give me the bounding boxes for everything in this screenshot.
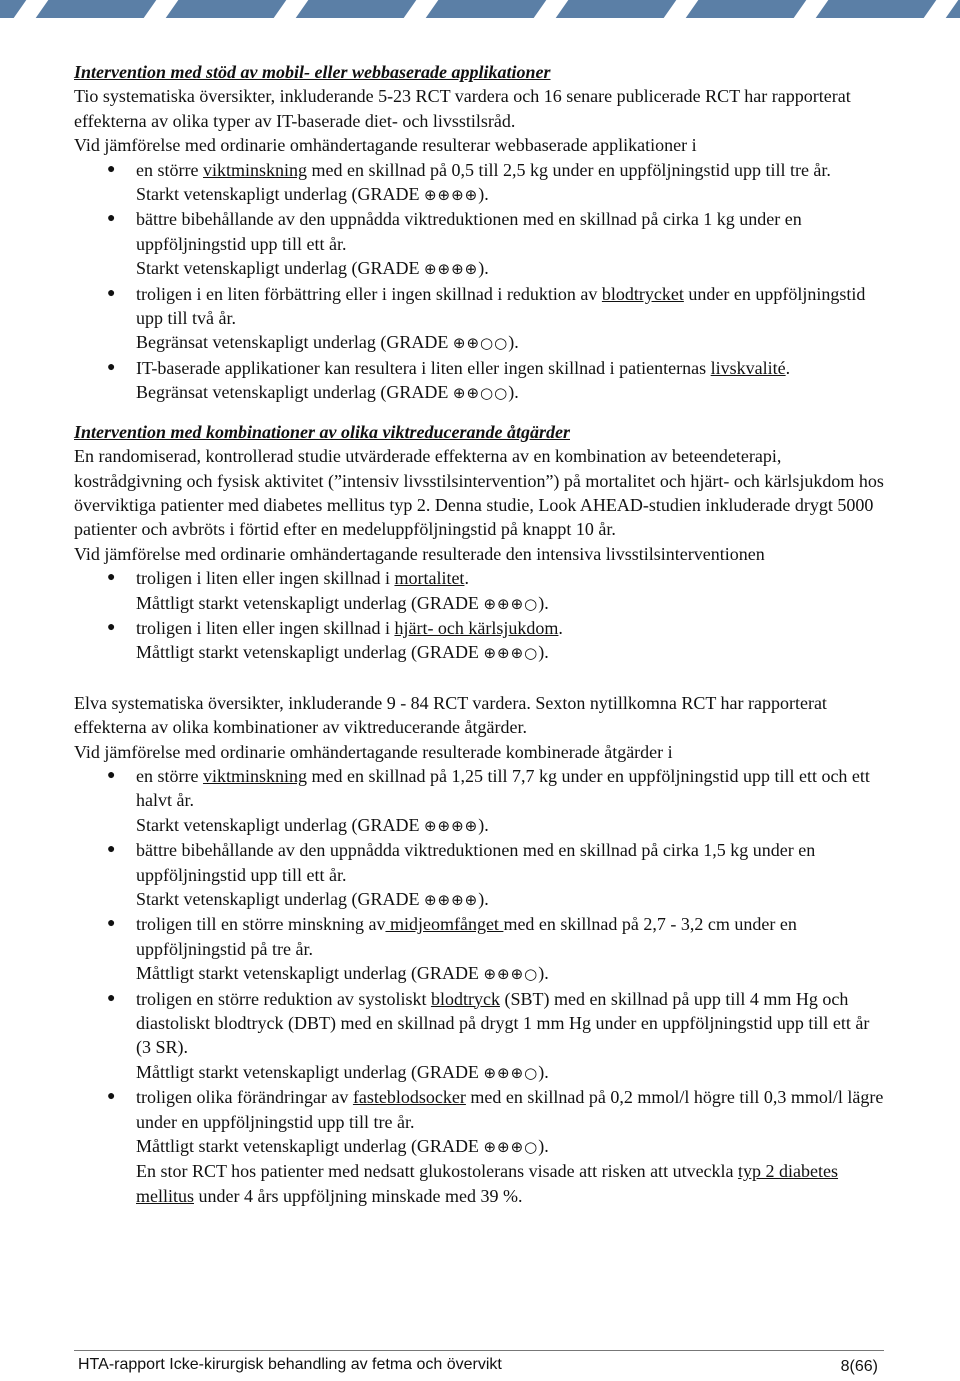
grade-label: Begränsat vetenskapligt underlag (GRADE (136, 382, 453, 403)
section-heading-web-apps: Intervention med stöd av mobil- eller webbaserade applikationer (74, 62, 551, 82)
term-link[interactable]: typ 2 diabetes mellitus (136, 1161, 839, 1206)
grade-label: Starkt vetenskapligt underlag (GRADE (136, 889, 424, 909)
bullet-icon: ● (107, 990, 116, 1006)
grade-symbols: ⊕⊕⊕○ (483, 1063, 539, 1082)
footer-report-title: HTA-rapport Icke-kirurgisk behandling av fetma och övervikt (78, 1356, 502, 1373)
list-item: ● troligen i liten eller ingen skillnad i hjärt- och kärlsjukdom. Måttligt starkt vetenskapligt underlag (GRADE ⊕⊕⊕○). (107, 617, 563, 663)
bullet-icon: ● (107, 285, 116, 301)
term-link[interactable]: hjärt- och kärlsjukdom (394, 617, 559, 638)
grade-symbols: ⊕⊕○○ (452, 384, 509, 403)
term-link[interactable]: mortalitet (394, 568, 465, 589)
list-item: ● en större viktminskning med en skillnad på 1,25 till 7,7 kg under en uppföljningstid upp till ett och ett halvt år. Starkt vetenskapligt underlag (GRADE ⊕⊕⊕⊕). (107, 765, 870, 835)
grade-label: Måttligt starkt vetenskapligt underlag (GRADE (136, 642, 484, 663)
bullet-icon: ● (107, 211, 116, 227)
list-item: ● bättre bibehållande av den uppnådda viktreduktionen med en skillnad på cirka 1,5 kg under en uppföljningstid upp till ett år. Starkt vetenskapligt underlag (GRADE ⊕⊕⊕⊕). (107, 840, 816, 909)
bullet-icon: ● (107, 1089, 116, 1105)
grade-label: Starkt vetenskapligt underlag (GRADE (136, 258, 424, 279)
grade-symbols: ⊕⊕⊕⊕ (423, 260, 479, 279)
list-item: ● bättre bibehållande av den uppnådda viktreduktionen med en skillnad på cirka 1 kg under en uppföljningstid upp till ett år. Starkt vetenskapligt underlag (GRADE ⊕⊕⊕⊕). (107, 209, 802, 279)
grade-symbols: ⊕⊕⊕○ (483, 644, 539, 663)
bullet-icon: ● (107, 767, 116, 783)
grade-symbols: ⊕⊕⊕⊕ (423, 816, 479, 835)
term-link[interactable]: fasteblodsocker (352, 1087, 466, 1108)
grade-symbols: ⊕⊕⊕○ (483, 1138, 539, 1157)
list-item: ● troligen till en större minskning av midjeomfånget med en skillnad på 2,7 - 3,2 cm under en uppföljningstid på tre år. Måttligt starkt vetenskapligt underlag (GRADE ⊕⊕⊕○). (107, 914, 797, 984)
grade-label: Begränsat vetenskapligt underlag (GRADE (136, 332, 453, 353)
list-item: ● IT-baserade applikationer kan resultera i liten eller ingen skillnad i patienternas livskvalité. Begränsat vetenskapligt underlag (GRADE ⊕⊕○○). (107, 357, 791, 403)
grade-symbols: ⊕⊕⊕⊕ (423, 186, 479, 205)
list-item: ● troligen i en liten förbättring eller i ingen skillnad i reduktion av blodtrycket under en uppföljningstid upp till två år. Begränsat vetenskapligt underlag (GRADE ⊕⊕○○). (107, 283, 866, 353)
bullet-icon: ● (107, 570, 116, 586)
grade-symbols: ⊕⊕○○ (452, 334, 509, 353)
paragraph: Elva systematiska översikter, inkluderande 9 - 84 RCT vardera. Sexton nytillkomna RCT har rapporterat effekterna av olika kombinationer av viktreducerande åtgärder. (74, 692, 827, 738)
bullet-icon: ● (107, 161, 116, 177)
bullet-icon: ● (107, 916, 116, 932)
term-link[interactable]: midjeomfånget (385, 914, 504, 935)
section-heading-combinations: Intervention med kombinationer av olika viktreducerande åtgärder (74, 421, 570, 442)
bullet-list (74, 158, 884, 406)
bullet-list (74, 764, 884, 1208)
grade-label: Måttligt starkt vetenskapligt underlag (GRADE (136, 1136, 484, 1157)
top-decorative-bar (0, 0, 960, 18)
grade-symbols: ⊕⊕⊕○ (483, 965, 539, 984)
bullet-icon: ● (107, 359, 116, 375)
bullet-icon: ● (107, 619, 116, 635)
term-link[interactable]: livskvalité (710, 357, 786, 378)
bullet-list (74, 566, 884, 666)
grade-symbols: ⊕⊕⊕○ (483, 594, 539, 613)
grade-label: Måttligt starkt vetenskapligt underlag (GRADE (136, 1061, 484, 1082)
grade-symbols: ⊕⊕⊕⊕ (423, 891, 479, 909)
list-item: ● troligen olika förändringar av fasteblodsocker med en skillnad på 0,2 mmol/l högre till 0,3 mmol/l lägre under en uppföljningstid upp till tre år. Måttligt starkt vetenskapligt underlag (GRADE ⊕⊕⊕○). En stor RCT hos patienter med nedsatt glukostolerans visade att risken att utveckla typ 2 diabetes mellitus under 4 års uppföljning minskade med 39 %. (107, 1087, 884, 1206)
paragraph: Vid jämförelse med ordinarie omhändertagande resulterade den intensiva livsstilsinterventionen (74, 543, 765, 564)
paragraph: En randomiserad, kontrollerad studie utvärderade effekterna av en kombination av beteendeterapi, kostrådgivning och fysisk aktivitet (”intensiv livsstilsintervention”) på mortalitet och hjärt- och kärlsjukdom hos överviktiga patienter med diabetes mellitus typ 2. Denna studie, Look AHEAD-studien inkluderade drygt 5000 patienter och avbröts i förtid efter en medeluppföljningstid på knappt 10 år. (74, 446, 884, 540)
grade-label: Måttligt starkt vetenskapligt underlag (GRADE (136, 963, 484, 984)
grade-label: Starkt vetenskapligt underlag (GRADE (136, 184, 424, 205)
page-content (74, 60, 884, 1208)
footer-page-number: 8(66) (840, 1358, 878, 1375)
term-link[interactable]: blodtrycket (601, 283, 684, 304)
term-link[interactable]: viktminskning (202, 159, 307, 180)
list-item: ● troligen en större reduktion av systoliskt blodtryck (SBT) med en skillnad på upp till 4 mm Hg och diastoliskt blodtryck (DBT) med en skillnad på drygt 1 mm Hg under en uppföljningstid upp till ett år (3 SR). Måttligt starkt vetenskapligt underlag (GRADE ⊕⊕⊕○). (107, 988, 870, 1082)
paragraph: Tio systematiska översikter, inkluderande 5-23 RCT vardera och 16 senare publicerade RCT har rapporterat effekterna av olika typer av IT-baserade diet- och livsstilsråd. (74, 86, 851, 131)
list-item: ● en större viktminskning med en skillnad på 0,5 till 2,5 kg under en uppföljningstid upp till tre år. Starkt vetenskapligt underlag (GRADE ⊕⊕⊕⊕). (107, 159, 831, 205)
list-item: ● troligen i liten eller ingen skillnad i mortalitet. Måttligt starkt vetenskapligt underlag (GRADE ⊕⊕⊕○). (107, 568, 549, 613)
term-link[interactable]: blodtryck (430, 988, 500, 1009)
term-link[interactable]: viktminskning (202, 765, 307, 786)
grade-label: Måttligt starkt vetenskapligt underlag (GRADE (136, 592, 484, 613)
paragraph: Vid jämförelse med ordinarie omhändertagande resulterar webbaserade applikationer i (74, 135, 697, 156)
footer-divider (74, 1350, 884, 1351)
bullet-icon: ● (107, 842, 116, 858)
paragraph: Vid jämförelse med ordinarie omhändertagande resulterade kombinerade åtgärder i (74, 741, 673, 762)
grade-label: Starkt vetenskapligt underlag (GRADE (136, 814, 424, 835)
